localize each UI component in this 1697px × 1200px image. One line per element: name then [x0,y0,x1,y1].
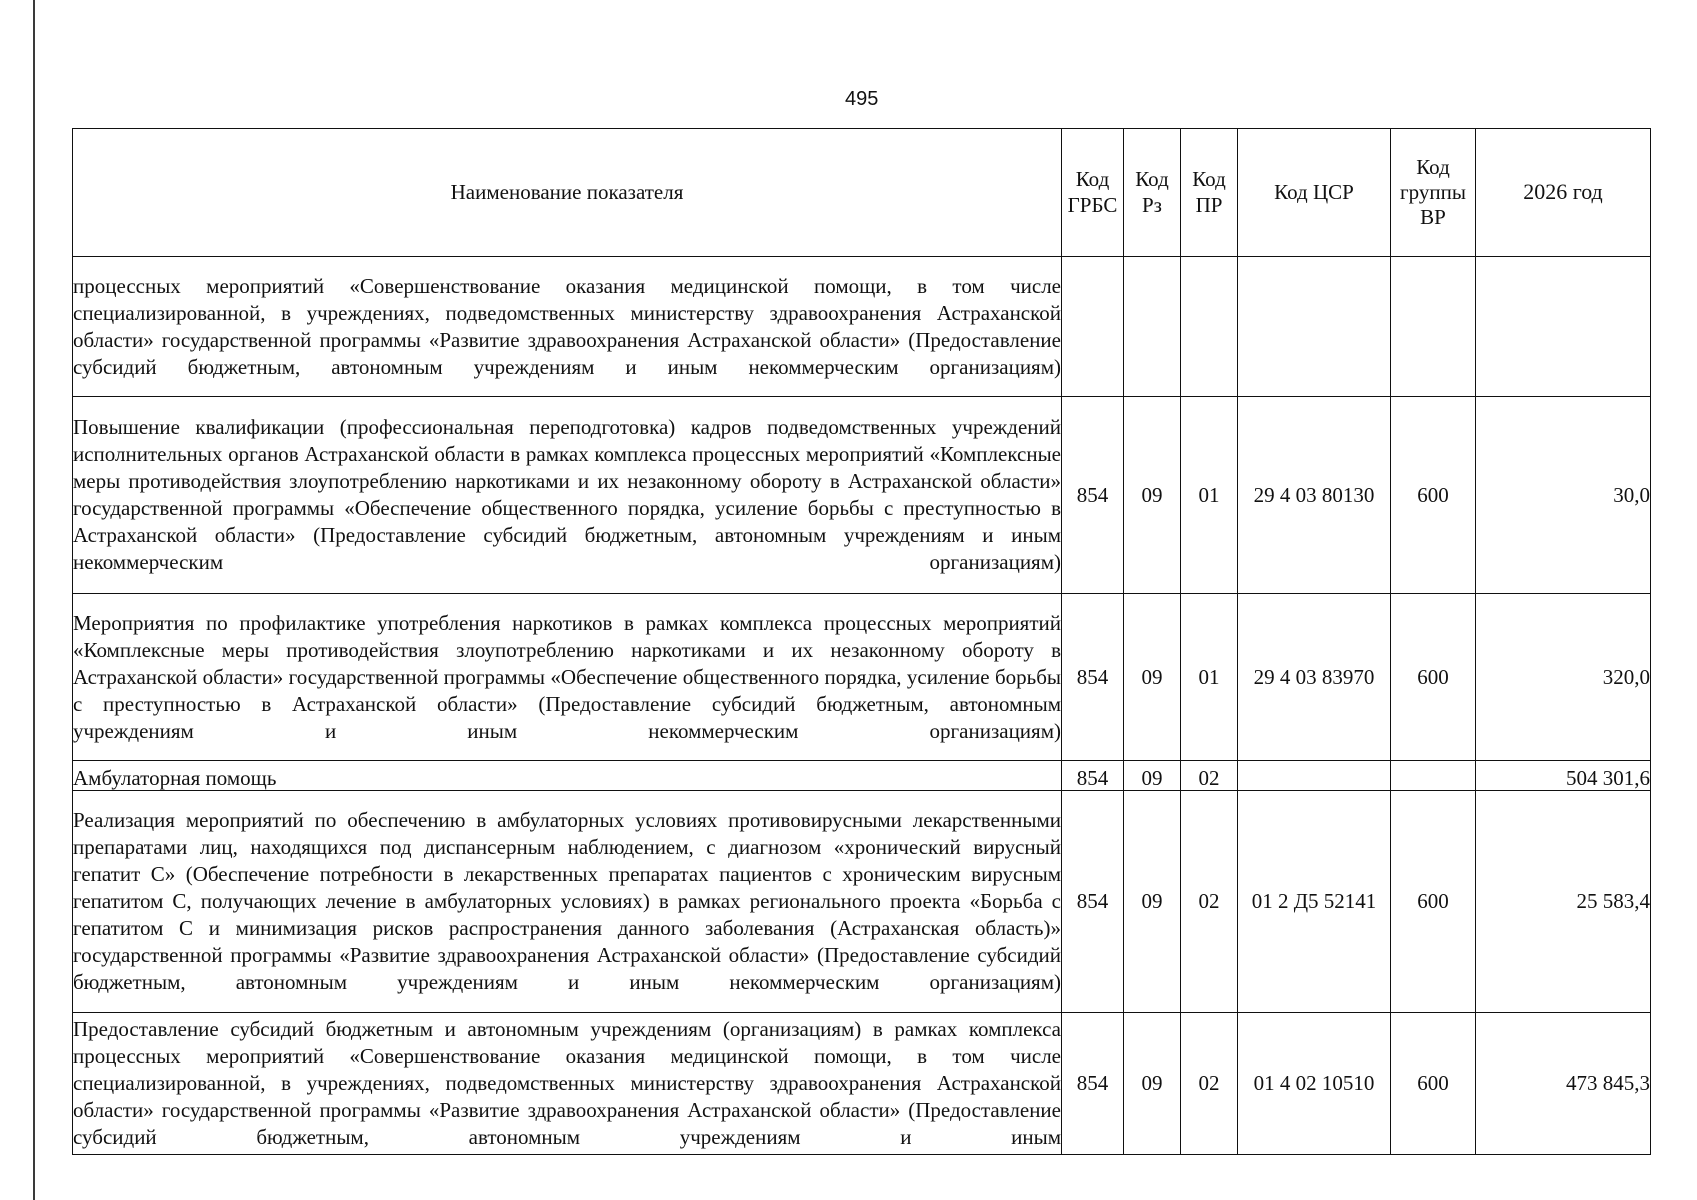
row-csr [1238,761,1391,791]
row-rz: 09 [1124,761,1181,791]
row-grbs: 854 [1062,397,1124,594]
row-amount: 25 583,4 [1476,791,1651,1013]
row-pr: 01 [1181,397,1238,594]
page-number: 495 [845,88,879,110]
row-vr: 600 [1391,1013,1476,1155]
row-pr: 02 [1181,791,1238,1013]
row-amount: 320,0 [1476,594,1651,761]
row-grbs: 854 [1062,1013,1124,1155]
row-grbs: 854 [1062,761,1124,791]
table-row [73,791,1651,1013]
table-header-row [73,129,1651,257]
header-pr: Код ПР [1181,129,1238,257]
row-name: Повышение квалификации (профессиональная переподготовка) кадров подведомственных учреждений исполнительных органов Астраханской области в рамках комплекса процессных мероприятий «Комплексные меры противодействия злоупотреблению наркотиками и их незаконному обороту в Астраханской области» государственной программы «Обеспечение общественного порядка, усиление борьбы с преступностью в Астраханской области» (Предоставление субсидий бюджетным, автономным учреждениям и иным некоммерческим организациям) [73,397,1062,594]
row-rz: 09 [1124,1013,1181,1155]
row-rz [1124,257,1181,397]
row-name: Предоставление субсидий бюджетным и автономным учреждениям (организациям) в рамках комплекса процессных мероприятий «Совершенствование оказания медицинской помощи, в том числе специализированной, в учреждениях, подведомственных министерству здравоохранения Астраханской области» государственной программы «Развитие здравоохранения Астраханской области» (Предоставление субсидий бюджетным, автономным учреждениям и иным [73,1013,1062,1155]
row-grbs: 854 [1062,791,1124,1013]
row-amount: 504 301,6 [1476,761,1651,791]
row-csr: 29 4 03 83970 [1238,594,1391,761]
row-vr: 600 [1391,791,1476,1013]
table-row [73,1013,1651,1155]
row-pr: 01 [1181,594,1238,761]
row-vr [1391,257,1476,397]
row-name: Реализация мероприятий по обеспечению в амбулаторных условиях противовирусными лекарственными препаратами лиц, находящихся под диспансерным наблюдением, с диагнозом «хронический вирусный гепатит С» (Обеспечение потребности в лекарственных препаратах пациентов с хроническим вирусным гепатитом С, получающих лечение в амбулаторных условиях) в рамках регионального проекта «Борьба с гепатитом С и минимизация рисков распространения данного заболевания (Астраханская область)» государственной программы «Развитие здравоохранения Астраханской области» (Предоставление субсидий бюджетным, автономным учреждениям и иным некоммерческим организациям) [73,791,1062,1013]
table-row [73,594,1651,761]
row-csr: 29 4 03 80130 [1238,397,1391,594]
row-amount: 473 845,3 [1476,1013,1651,1155]
table-row [73,761,1651,791]
row-vr [1391,761,1476,791]
row-csr [1238,257,1391,397]
row-vr: 600 [1391,397,1476,594]
row-amount [1476,257,1651,397]
header-name: Наименование показателя [73,129,1062,257]
row-rz: 09 [1124,791,1181,1013]
header-csr: Код ЦСР [1238,129,1391,257]
row-grbs [1062,257,1124,397]
row-pr: 02 [1181,1013,1238,1155]
row-amount: 30,0 [1476,397,1651,594]
row-name: Мероприятия по профилактике употребления наркотиков в рамках комплекса процессных мероприятий «Комплексные меры противодействия злоупотреблению наркотиками и их незаконному обороту в Астраханской области» государственной программы «Обеспечение общественного порядка, усиление борьбы с преступностью в Астраханской области» (Предоставление субсидий бюджетным, автономным учреждениям и иным некоммерческим организациям) [73,594,1062,761]
row-grbs: 854 [1062,594,1124,761]
row-rz: 09 [1124,594,1181,761]
row-csr: 01 4 02 10510 [1238,1013,1391,1155]
header-grbs: Код ГРБС [1062,129,1124,257]
budget-table [72,128,1651,1155]
table-row [73,257,1651,397]
row-pr [1181,257,1238,397]
table-row [73,397,1651,594]
row-rz: 09 [1124,397,1181,594]
row-vr: 600 [1391,594,1476,761]
left-margin-line [33,0,35,1200]
row-csr: 01 2 Д5 52141 [1238,791,1391,1013]
row-name: процессных мероприятий «Совершенствование оказания медицинской помощи, в том числе специализированной, в учреждениях, подведомственных министерству здравоохранения Астраханской области» государственной программы «Развитие здравоохранения Астраханской области» (Предоставление субсидий бюджетным, автономным учреждениям и иным некоммерческим организациям) [73,257,1062,397]
header-year: 2026 год [1476,129,1651,257]
header-rz: Код Рз [1124,129,1181,257]
row-name: Амбулаторная помощь [73,761,1062,791]
row-pr: 02 [1181,761,1238,791]
header-vr: Код группы ВР [1391,129,1476,257]
